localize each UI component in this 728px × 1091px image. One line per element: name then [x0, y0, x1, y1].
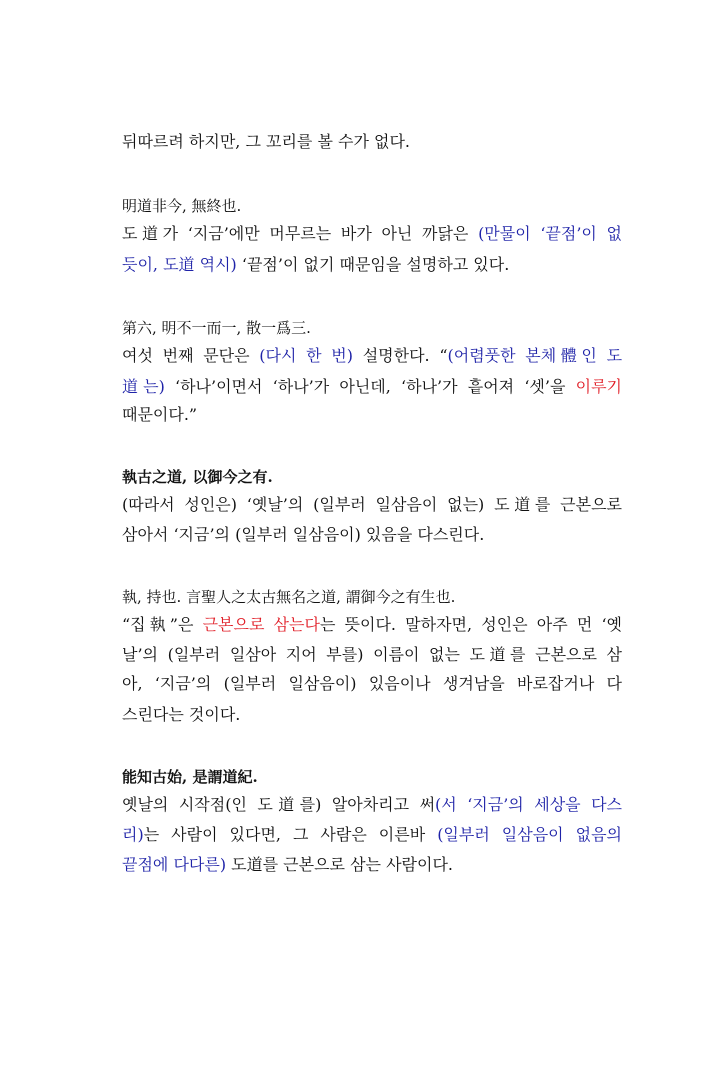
- text-segment: 뒤따르려 하지만, 그 꼬리를 볼 수가 없다.: [122, 132, 410, 151]
- text-line: [122, 467, 622, 487]
- text-line: [122, 855, 622, 875]
- text-segment: 執, 持也. 言聖人之太古無名之道, 謂御今之有生也.: [122, 588, 456, 606]
- highlight-red-text: 이루기: [575, 377, 622, 396]
- text-line: [122, 255, 622, 275]
- annotation-blue-text: (어렴풋한 본체體인 도: [447, 346, 623, 365]
- text-line: [122, 196, 622, 216]
- annotation-blue-text: 듯이, 도道 역시): [122, 255, 237, 274]
- annotation-blue-text: 道는): [122, 377, 165, 396]
- text-line: [122, 705, 622, 725]
- text-segment: 는 사람이 있다면, 그 사람은 이른바: [143, 825, 438, 844]
- text-line: [122, 405, 622, 425]
- text-segment: 날’의 (일부러 일삼아 지어 부를) 이름이 없는 도道를 근본으로 삼: [122, 645, 622, 664]
- text-line: [122, 795, 622, 815]
- text-segment: ‘끝점’이 없기 때문임을 설명하고 있다.: [236, 255, 510, 274]
- text-segment: 能知古始, 是謂道紀.: [122, 768, 258, 786]
- annotation-blue-text: 끝점에 다다른): [122, 855, 227, 874]
- text-segment: 아, ‘지금’의 (일부러 일삼음이) 있음이나 생겨남을 바로잡거나 다: [122, 674, 622, 693]
- text-segment: 옛날의 시작점(인 도道를) 알아차리고 써: [122, 795, 436, 814]
- text-line: [122, 346, 622, 366]
- text-line: [122, 587, 622, 607]
- text-segment: 도道가 ‘지금’에만 머무르는 바가 아닌 까닭은: [122, 224, 479, 243]
- text-line: [122, 318, 622, 338]
- text-line: [122, 674, 622, 694]
- text-line: [122, 615, 622, 635]
- text-segment: 스린다는 것이다.: [122, 705, 241, 724]
- text-segment: 설명한다. “: [353, 346, 448, 365]
- text-line: [122, 525, 622, 545]
- text-segment: (따라서 성인은) ‘옛날’의 (일부러 일삼음이 없는) 도道를 근본으로: [122, 495, 622, 514]
- text-segment: ‘하나’이면서 ‘하나’가 아닌데, ‘하나’가 흩어져 ‘셋’을: [164, 377, 576, 396]
- annotation-blue-text: (만물이 ‘끝점’이 없: [478, 224, 622, 243]
- highlight-red-text: 근본으로 삼는다: [202, 615, 320, 634]
- text-segment: 第六, 明不一而一, 散一爲三.: [122, 319, 311, 337]
- annotation-blue-text: 리): [122, 825, 144, 844]
- text-segment: 明道非今, 無終也.: [122, 197, 242, 215]
- text-line: [122, 377, 622, 397]
- annotation-blue-text: (일부러 일삼음이 없음의: [437, 825, 622, 844]
- text-line: [122, 132, 622, 152]
- annotation-blue-text: (서 ‘지금’의 세상을 다스: [435, 795, 623, 814]
- text-line: [122, 825, 622, 845]
- text-segment: 도道를 근본으로 삼는 사람이다.: [226, 855, 453, 874]
- text-segment: 때문이다.”: [122, 405, 198, 424]
- text-segment: 는 뜻이다. 말하자면, 성인은 아주 먼 ‘옛: [319, 615, 622, 634]
- text-line: [122, 645, 622, 665]
- text-line: [122, 767, 622, 787]
- text-line: [122, 495, 622, 515]
- annotation-blue-text: (다시 한 번): [259, 346, 354, 365]
- text-line: [122, 224, 622, 244]
- text-segment: 여섯 번째 문단은: [122, 346, 260, 365]
- text-segment: “집執”은: [122, 615, 203, 634]
- text-segment: 執古之道, 以御今之有.: [122, 468, 273, 486]
- text-segment: 삼아서 ‘지금’의 (일부러 일삼음이) 있음을 다스린다.: [122, 525, 485, 544]
